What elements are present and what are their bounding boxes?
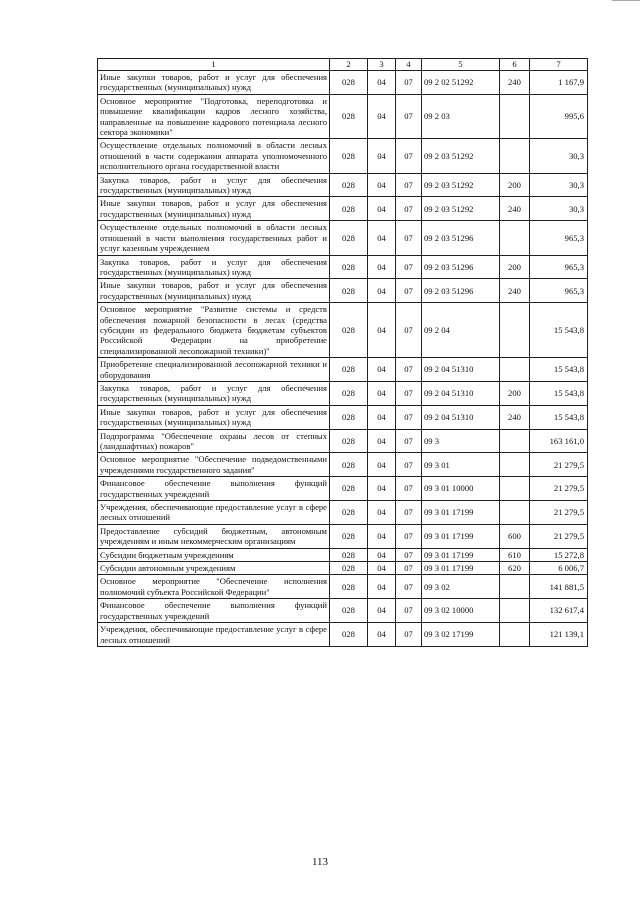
row-section: 04 xyxy=(368,575,396,599)
row-subsection: 07 xyxy=(396,429,422,453)
row-target-code: 09 3 02 17199 xyxy=(422,623,500,647)
row-name: Приобретение специализированной лесопожарной техники и оборудования xyxy=(98,358,330,382)
row-target-code: 09 3 xyxy=(422,429,500,453)
row-ministry: 028 xyxy=(330,524,368,548)
row-name: Предоставление субсидий бюджетным, автономным учреждениям и иным некоммерческим организациям xyxy=(98,524,330,548)
page-number: 113 xyxy=(311,856,329,868)
row-expense-code xyxy=(500,94,530,139)
row-expense-code: 240 xyxy=(500,405,530,429)
row-amount: 995,6 xyxy=(530,94,588,139)
row-expense-code: 240 xyxy=(500,279,530,303)
row-ministry: 028 xyxy=(330,71,368,95)
row-subsection: 07 xyxy=(396,358,422,382)
row-ministry: 028 xyxy=(330,477,368,501)
row-ministry: 028 xyxy=(330,405,368,429)
row-amount: 15 543,8 xyxy=(530,303,588,358)
row-name: Основное мероприятие "Обеспечение подведомственными учреждениями государственного задания" xyxy=(98,453,330,477)
row-subsection: 07 xyxy=(396,173,422,197)
table-row xyxy=(98,381,588,405)
row-ministry: 028 xyxy=(330,623,368,647)
row-ministry: 028 xyxy=(330,548,368,561)
table-row xyxy=(98,139,588,173)
row-section: 04 xyxy=(368,524,396,548)
header-amount: 7 xyxy=(530,59,588,71)
table-body xyxy=(98,71,588,647)
row-section: 04 xyxy=(368,453,396,477)
row-ministry: 028 xyxy=(330,381,368,405)
scan-edge-line xyxy=(612,0,640,1)
row-ministry: 028 xyxy=(330,562,368,575)
header-ministry: 2 xyxy=(330,59,368,71)
row-amount: 965,3 xyxy=(530,255,588,279)
row-ministry: 028 xyxy=(330,453,368,477)
row-expense-code xyxy=(500,599,530,623)
row-expense-code xyxy=(500,429,530,453)
table-header-row xyxy=(98,59,588,71)
row-name: Основное мероприятие "Развитие системы и средств обеспечения пожарной безопасности в лесах (средства субсидии из федерального бюджета бюджетам субъектов Российской Федерации на приобретение специализированной лесопожарной техники)" xyxy=(98,303,330,358)
row-section: 04 xyxy=(368,94,396,139)
row-name: Осуществление отдельных полномочий в области лесных отношений в части содержания аппарата уполномоченного исполнительного органа государственной власти xyxy=(98,139,330,173)
row-ministry: 028 xyxy=(330,575,368,599)
row-name: Иные закупки товаров, работ и услуг для обеспечения государственных (муниципальных) нужд xyxy=(98,71,330,95)
row-expense-code: 610 xyxy=(500,548,530,561)
row-amount: 121 139,1 xyxy=(530,623,588,647)
row-ministry: 028 xyxy=(330,599,368,623)
table-row xyxy=(98,501,588,525)
row-section: 04 xyxy=(368,548,396,561)
row-ministry: 028 xyxy=(330,358,368,382)
row-expense-code: 200 xyxy=(500,173,530,197)
table-row xyxy=(98,173,588,197)
row-expense-code xyxy=(500,623,530,647)
row-amount: 15 543,8 xyxy=(530,381,588,405)
row-target-code: 09 2 03 xyxy=(422,94,500,139)
row-target-code: 09 2 04 51310 xyxy=(422,381,500,405)
table-row xyxy=(98,477,588,501)
table-row xyxy=(98,429,588,453)
row-section: 04 xyxy=(368,173,396,197)
row-name: Учреждения, обеспечивающие предоставление услуг в сфере лесных отношений xyxy=(98,501,330,525)
row-expense-code: 200 xyxy=(500,381,530,405)
table-row xyxy=(98,562,588,575)
row-amount: 21 279,5 xyxy=(530,453,588,477)
row-amount: 21 279,5 xyxy=(530,524,588,548)
row-target-code: 09 3 02 xyxy=(422,575,500,599)
row-section: 04 xyxy=(368,501,396,525)
row-target-code: 09 2 03 51296 xyxy=(422,279,500,303)
row-subsection: 07 xyxy=(396,453,422,477)
table-row xyxy=(98,197,588,221)
row-name: Субсидии автономным учреждениям xyxy=(98,562,330,575)
table-row xyxy=(98,599,588,623)
row-subsection: 07 xyxy=(396,477,422,501)
row-expense-code xyxy=(500,477,530,501)
row-target-code: 09 3 01 10000 xyxy=(422,477,500,501)
row-ministry: 028 xyxy=(330,94,368,139)
row-section: 04 xyxy=(368,139,396,173)
row-subsection: 07 xyxy=(396,575,422,599)
row-target-code: 09 3 01 17199 xyxy=(422,548,500,561)
table-row xyxy=(98,623,588,647)
row-ministry: 028 xyxy=(330,303,368,358)
row-name: Закупка товаров, работ и услуг для обеспечения государственных (муниципальных) нужд xyxy=(98,381,330,405)
row-subsection: 07 xyxy=(396,139,422,173)
row-target-code: 09 3 01 17199 xyxy=(422,524,500,548)
row-expense-code xyxy=(500,221,530,255)
row-amount: 15 543,8 xyxy=(530,358,588,382)
row-amount: 21 279,5 xyxy=(530,501,588,525)
header-target: 5 xyxy=(422,59,500,71)
row-ministry: 028 xyxy=(330,173,368,197)
row-expense-code xyxy=(500,501,530,525)
table-row xyxy=(98,303,588,358)
row-target-code: 09 3 02 10000 xyxy=(422,599,500,623)
row-subsection: 07 xyxy=(396,599,422,623)
row-expense-code: 600 xyxy=(500,524,530,548)
row-section: 04 xyxy=(368,358,396,382)
row-section: 04 xyxy=(368,623,396,647)
row-name: Закупка товаров, работ и услуг для обеспечения государственных (муниципальных) нужд xyxy=(98,173,330,197)
row-target-code: 09 3 01 17199 xyxy=(422,562,500,575)
row-name: Иные закупки товаров, работ и услуг для обеспечения государственных (муниципальных) нужд xyxy=(98,405,330,429)
row-amount: 965,3 xyxy=(530,221,588,255)
row-subsection: 07 xyxy=(396,562,422,575)
table-row xyxy=(98,358,588,382)
row-name: Основное мероприятие "Подготовка, переподготовка и повышение квалификации кадров лесного хозяйства, направленные на повышение кадрового потенциала лесного сектора экономики" xyxy=(98,94,330,139)
row-expense-code xyxy=(500,453,530,477)
budget-table xyxy=(97,58,588,647)
row-ministry: 028 xyxy=(330,501,368,525)
table-row xyxy=(98,94,588,139)
header-section: 3 xyxy=(368,59,396,71)
row-section: 04 xyxy=(368,71,396,95)
row-amount: 15 543,8 xyxy=(530,405,588,429)
row-expense-code: 240 xyxy=(500,71,530,95)
row-section: 04 xyxy=(368,197,396,221)
row-section: 04 xyxy=(368,477,396,501)
row-target-code: 09 2 03 51292 xyxy=(422,197,500,221)
header-expense: 6 xyxy=(500,59,530,71)
row-amount: 1 167,9 xyxy=(530,71,588,95)
row-subsection: 07 xyxy=(396,71,422,95)
row-section: 04 xyxy=(368,303,396,358)
row-name: Подпрограмма "Обеспечение охраны лесов от степных (ландшафтных) пожаров" xyxy=(98,429,330,453)
row-name: Субсидии бюджетным учреждениям xyxy=(98,548,330,561)
row-ministry: 028 xyxy=(330,279,368,303)
row-ministry: 028 xyxy=(330,429,368,453)
table-row xyxy=(98,279,588,303)
row-subsection: 07 xyxy=(396,501,422,525)
row-ministry: 028 xyxy=(330,221,368,255)
row-section: 04 xyxy=(368,221,396,255)
header-subsection: 4 xyxy=(396,59,422,71)
row-name: Учреждения, обеспечивающие предоставление услуг в сфере лесных отношений xyxy=(98,623,330,647)
row-target-code: 09 2 02 51292 xyxy=(422,71,500,95)
row-subsection: 07 xyxy=(396,221,422,255)
row-target-code: 09 3 01 17199 xyxy=(422,501,500,525)
row-section: 04 xyxy=(368,381,396,405)
row-target-code: 09 2 03 51292 xyxy=(422,173,500,197)
row-expense-code xyxy=(500,358,530,382)
table-row xyxy=(98,255,588,279)
row-subsection: 07 xyxy=(396,94,422,139)
row-section: 04 xyxy=(368,405,396,429)
row-expense-code: 240 xyxy=(500,197,530,221)
row-amount: 21 279,5 xyxy=(530,477,588,501)
row-amount: 30,3 xyxy=(530,173,588,197)
row-name: Основное мероприятие "Обеспечение исполнения полномочий субъекта Российской Федерации" xyxy=(98,575,330,599)
row-ministry: 028 xyxy=(330,139,368,173)
row-subsection: 07 xyxy=(396,197,422,221)
row-name: Иные закупки товаров, работ и услуг для обеспечения государственных (муниципальных) нужд xyxy=(98,197,330,221)
table-row xyxy=(98,524,588,548)
table-row xyxy=(98,575,588,599)
row-subsection: 07 xyxy=(396,303,422,358)
row-name: Осуществление отдельных полномочий в области лесных отношений в части выполнения государственных работ и услуг казенным учреждением xyxy=(98,221,330,255)
row-section: 04 xyxy=(368,562,396,575)
row-target-code: 09 2 04 51310 xyxy=(422,405,500,429)
row-amount: 141 881,5 xyxy=(530,575,588,599)
row-name: Иные закупки товаров, работ и услуг для обеспечения государственных (муниципальных) нужд xyxy=(98,279,330,303)
row-target-code: 09 2 04 51310 xyxy=(422,358,500,382)
table-row xyxy=(98,71,588,95)
row-amount: 965,3 xyxy=(530,279,588,303)
row-amount: 6 006,7 xyxy=(530,562,588,575)
row-name: Финансовое обеспечение выполнения функций государственных учреждений xyxy=(98,477,330,501)
row-target-code: 09 3 01 xyxy=(422,453,500,477)
row-section: 04 xyxy=(368,429,396,453)
row-expense-code xyxy=(500,303,530,358)
row-name: Финансовое обеспечение выполнения функций государственных учреждений xyxy=(98,599,330,623)
row-section: 04 xyxy=(368,279,396,303)
row-amount: 30,3 xyxy=(530,139,588,173)
row-amount: 163 161,0 xyxy=(530,429,588,453)
row-section: 04 xyxy=(368,599,396,623)
row-section: 04 xyxy=(368,255,396,279)
row-ministry: 028 xyxy=(330,255,368,279)
row-subsection: 07 xyxy=(396,405,422,429)
row-amount: 30,3 xyxy=(530,197,588,221)
row-ministry: 028 xyxy=(330,197,368,221)
row-subsection: 07 xyxy=(396,279,422,303)
row-amount: 15 272,8 xyxy=(530,548,588,561)
table-row xyxy=(98,453,588,477)
row-subsection: 07 xyxy=(396,623,422,647)
table-row xyxy=(98,405,588,429)
row-expense-code: 200 xyxy=(500,255,530,279)
row-expense-code xyxy=(500,575,530,599)
row-subsection: 07 xyxy=(396,548,422,561)
table-row xyxy=(98,548,588,561)
header-name: 1 xyxy=(98,59,330,71)
row-target-code: 09 2 03 51296 xyxy=(422,255,500,279)
row-name: Закупка товаров, работ и услуг для обеспечения государственных (муниципальных) нужд xyxy=(98,255,330,279)
row-expense-code: 620 xyxy=(500,562,530,575)
row-amount: 132 617,4 xyxy=(530,599,588,623)
row-subsection: 07 xyxy=(396,524,422,548)
row-target-code: 09 2 04 xyxy=(422,303,500,358)
row-target-code: 09 2 03 51292 xyxy=(422,139,500,173)
row-subsection: 07 xyxy=(396,255,422,279)
row-subsection: 07 xyxy=(396,381,422,405)
table-row xyxy=(98,221,588,255)
row-target-code: 09 2 03 51296 xyxy=(422,221,500,255)
row-expense-code xyxy=(500,139,530,173)
